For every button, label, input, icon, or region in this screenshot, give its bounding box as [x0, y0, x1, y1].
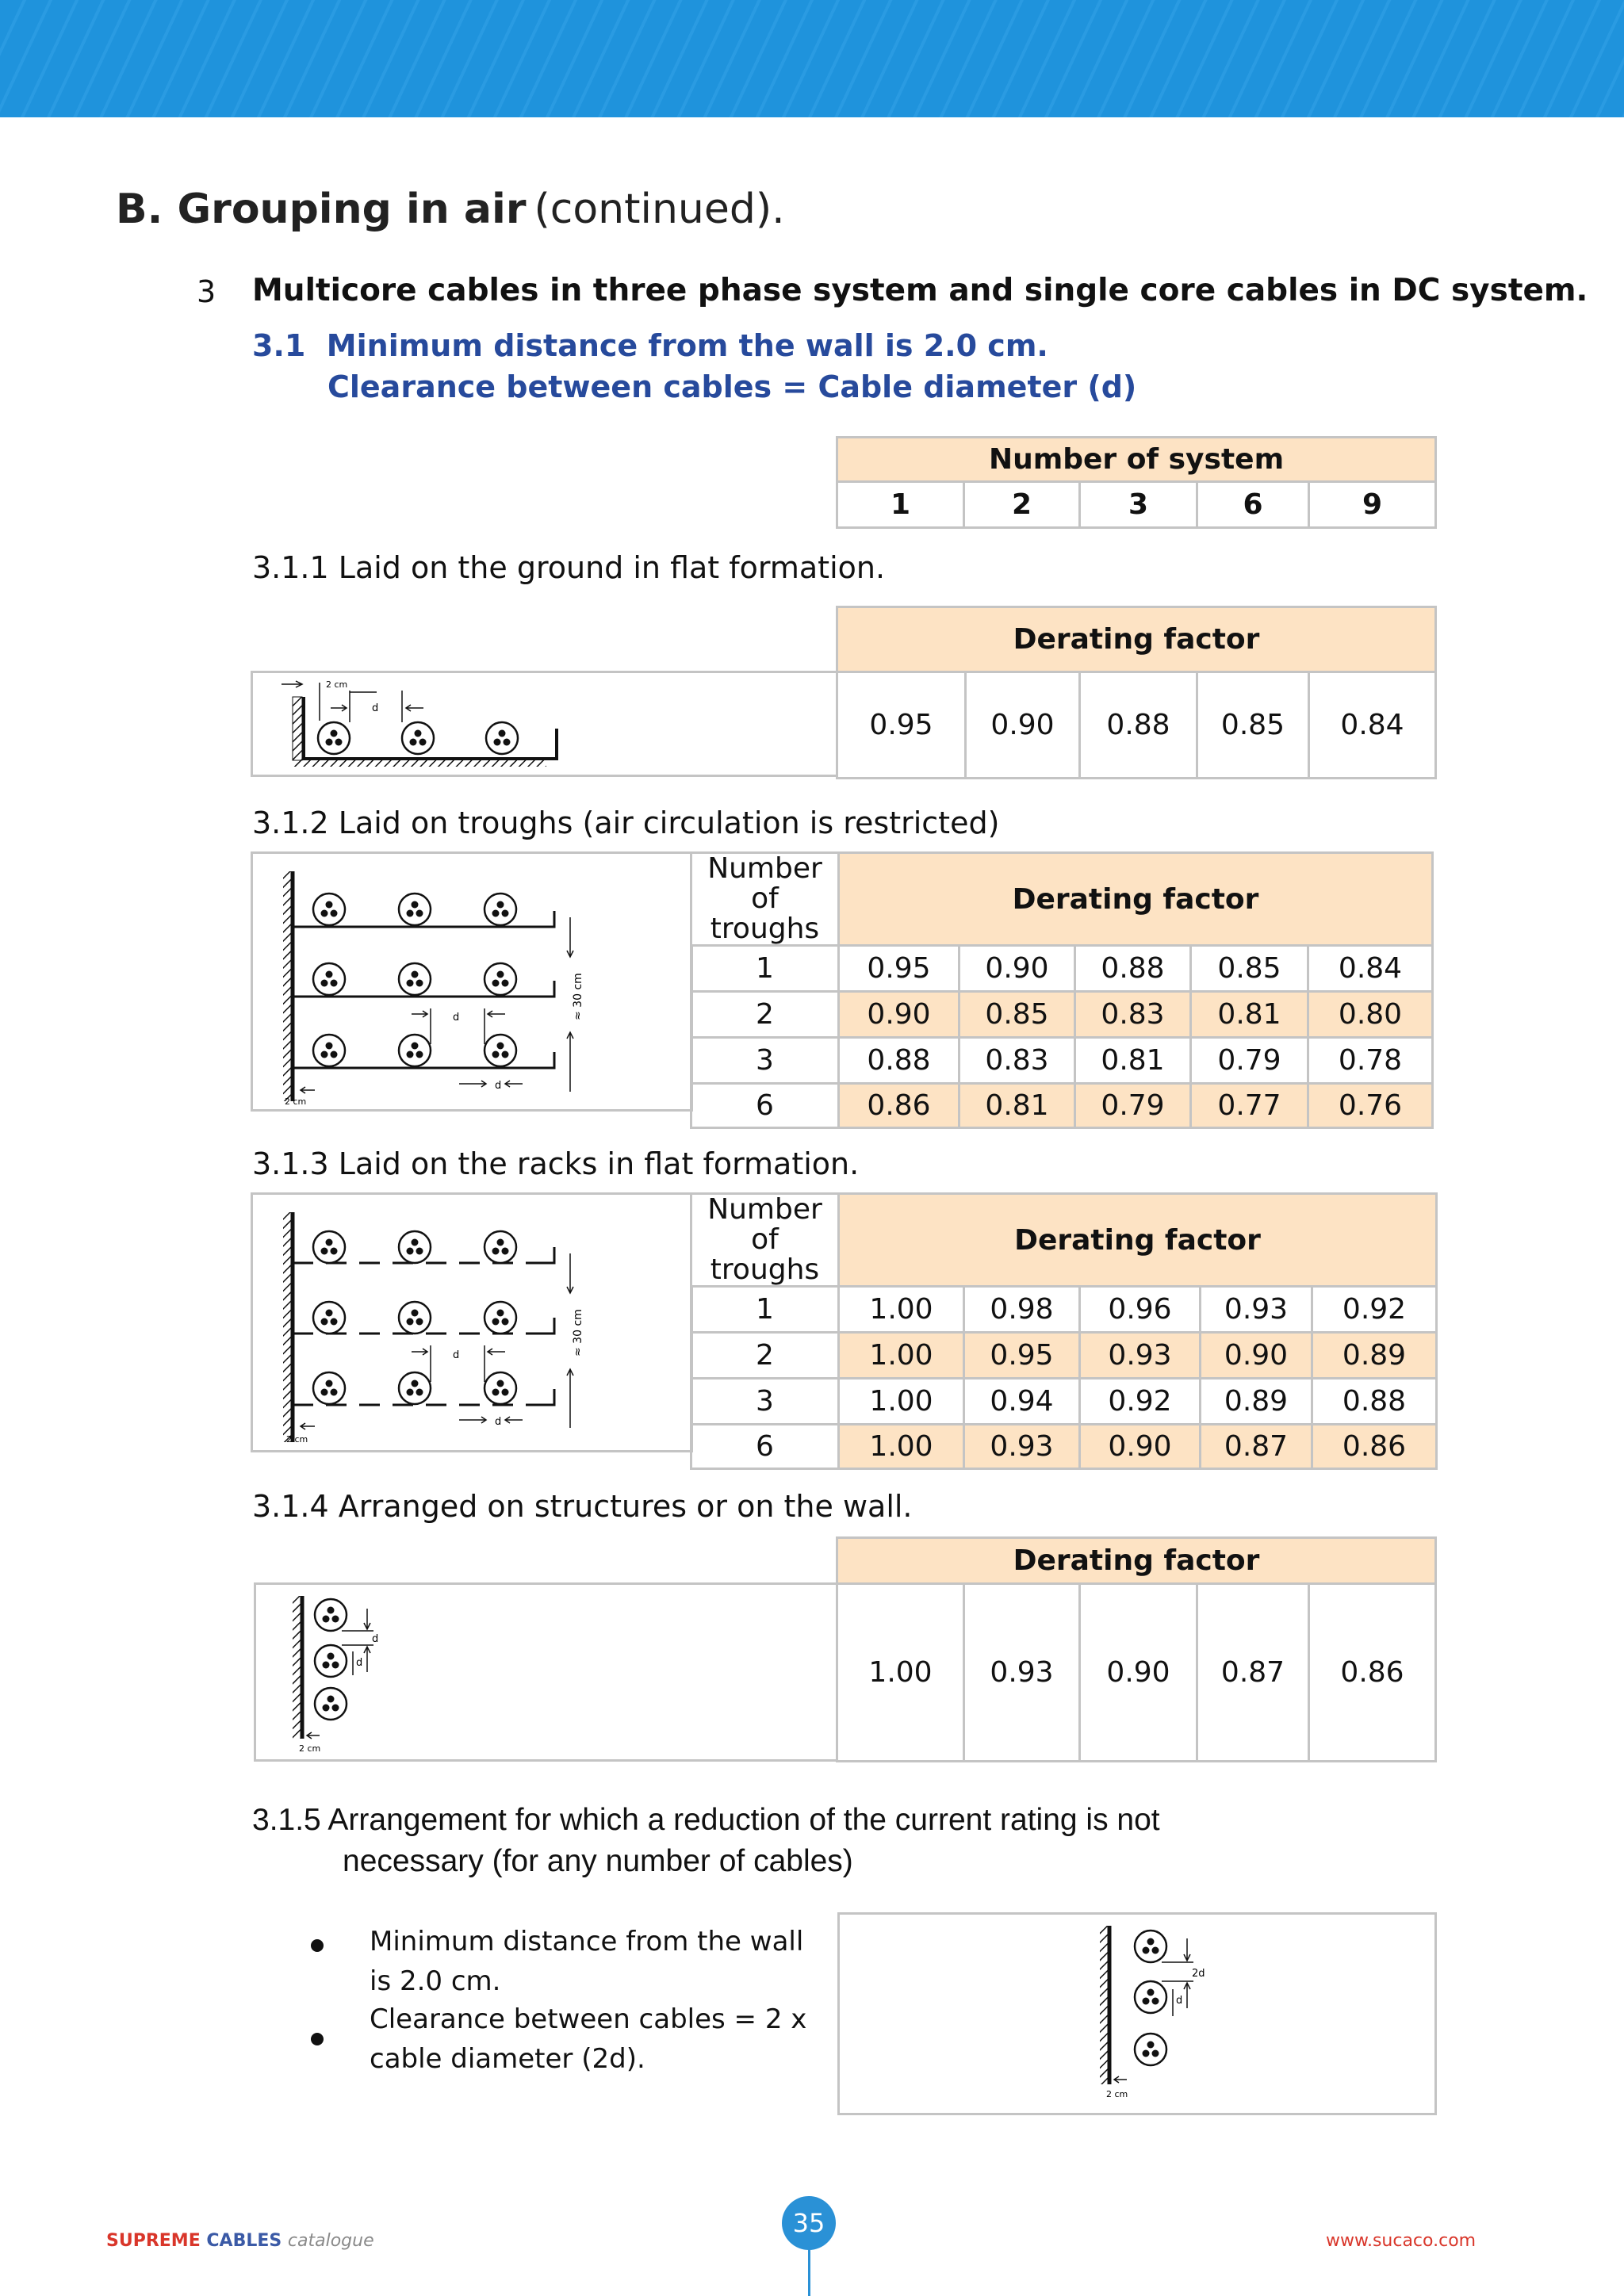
derating-value: 0.76	[1308, 1084, 1433, 1128]
derating-value: 0.78	[1308, 1038, 1433, 1084]
derating-table-3-1-1	[836, 606, 1437, 779]
height-label: ≈ 30 cm	[572, 1309, 584, 1357]
derating-value: 0.81	[1191, 992, 1308, 1038]
troughs-count: 1	[691, 1287, 839, 1333]
system-count: 2	[964, 482, 1080, 528]
d-label: d	[495, 1416, 502, 1428]
derating-value: 0.90	[1080, 1584, 1197, 1762]
derating-value: 0.92	[1312, 1287, 1437, 1333]
subsection-line2: Clearance between cables = Cable diameter (d)	[327, 369, 1137, 404]
troughs-count: 2	[691, 1333, 839, 1379]
section-number: 3	[197, 274, 216, 309]
derating-value: 0.93	[964, 1425, 1080, 1469]
derating-value: 0.87	[1197, 1584, 1309, 1762]
section-3-1-5-title-line2: necessary (for any number of cables)	[343, 1844, 853, 1878]
derating-value: 0.92	[1080, 1379, 1201, 1425]
derating-header: Derating factor	[837, 1538, 1436, 1584]
derating-header: Derating factor	[837, 607, 1436, 672]
derating-value: 0.93	[1201, 1287, 1312, 1333]
systems-table	[836, 436, 1437, 529]
gap-label: 2 cm	[286, 1434, 308, 1445]
derating-header: Derating factor	[839, 1194, 1437, 1287]
troughs-count: 1	[691, 946, 839, 992]
gap-label: 2 cm	[326, 679, 348, 690]
section-3-1-4-title: 3.1.4 Arranged on structures or on the wall.	[252, 1489, 913, 1524]
derating-value: 0.94	[964, 1379, 1080, 1425]
header-banner	[0, 0, 1624, 117]
derating-value: 0.86	[1312, 1425, 1437, 1469]
derating-value: 1.00	[837, 1584, 964, 1762]
d-label: d	[1176, 1995, 1183, 2007]
derating-value: 0.95	[964, 1333, 1080, 1379]
derating-value: 0.89	[1201, 1379, 1312, 1425]
derating-value: 0.93	[1080, 1333, 1201, 1379]
systems-header: Number of system	[837, 438, 1436, 482]
derating-value: 0.88	[1080, 672, 1197, 779]
footer-url[interactable]: www.sucaco.com	[1326, 2231, 1477, 2251]
d-label: d	[372, 702, 379, 714]
troughs-header: Number of troughs	[691, 853, 839, 946]
troughs-count: 3	[691, 1038, 839, 1084]
derating-value: 0.88	[839, 1038, 959, 1084]
bullet-text: Minimum distance from the wall is 2.0 cm.	[370, 1926, 804, 1997]
derating-value: 0.86	[839, 1084, 959, 1128]
figure-ground-flat	[251, 671, 838, 777]
bullet-icon	[311, 1939, 324, 1952]
derating-value: 0.95	[837, 672, 966, 779]
page-number: 35	[782, 2196, 836, 2250]
derating-value: 1.00	[839, 1333, 964, 1379]
derating-value: 0.83	[1075, 992, 1191, 1038]
system-count: 1	[837, 482, 964, 528]
d-label: d	[372, 1633, 379, 1645]
section-3-1-2-title: 3.1.2 Laid on troughs (air circulation is restricted)	[252, 806, 1000, 840]
derating-value: 0.89	[1312, 1333, 1437, 1379]
footer-brand: SUPREME CABLES catalogue	[106, 2231, 374, 2251]
derating-table-3-1-2	[690, 851, 1434, 1129]
derating-value: 0.87	[1201, 1425, 1312, 1469]
bullet-icon	[311, 2033, 324, 2045]
page-title: B. Grouping in air (continued).	[116, 186, 785, 233]
derating-value: 0.95	[839, 946, 959, 992]
height-label: ≈ 30 cm	[572, 973, 584, 1020]
derating-value: 0.79	[1075, 1084, 1191, 1128]
figure-wall-structure	[254, 1582, 838, 1762]
derating-value: 0.96	[1080, 1287, 1201, 1333]
system-count: 9	[1309, 482, 1436, 528]
2d-label: 2d	[1192, 1968, 1205, 1980]
troughs-count: 2	[691, 992, 839, 1038]
derating-value: 0.88	[1312, 1379, 1437, 1425]
page-number-line	[808, 2248, 810, 2296]
derating-value: 0.81	[1075, 1038, 1191, 1084]
derating-value: 0.90	[959, 946, 1075, 992]
derating-value: 0.90	[1080, 1425, 1201, 1469]
derating-value: 1.00	[839, 1379, 964, 1425]
gap-label: 2 cm	[299, 1743, 321, 1754]
derating-value: 0.85	[1197, 672, 1309, 779]
system-count: 3	[1080, 482, 1197, 528]
section-3-1-3-title: 3.1.3 Laid on the racks in flat formation.	[252, 1146, 860, 1181]
section-3-1-5-title-line1: 3.1.5 Arrangement for which a reduction of the current rating is not	[252, 1803, 1160, 1837]
system-count: 6	[1197, 482, 1309, 528]
subsection-line1: 3.1 Minimum distance from the wall is 2.0 cm.	[252, 328, 1048, 363]
derating-value: 0.77	[1191, 1084, 1308, 1128]
derating-value: 0.85	[1191, 946, 1308, 992]
section-3-1-1-title: 3.1.1 Laid on the ground in flat formation.	[252, 550, 886, 585]
derating-value: 0.80	[1308, 992, 1433, 1038]
section-heading: Multicore cables in three phase system and single core cables in DC system.	[252, 273, 1588, 308]
derating-table-3-1-3	[690, 1192, 1438, 1470]
gap-label: 2 cm	[1106, 2089, 1128, 2099]
derating-value: 0.90	[1201, 1333, 1312, 1379]
derating-value: 1.00	[839, 1425, 964, 1469]
derating-value: 0.79	[1191, 1038, 1308, 1084]
d-label: d	[453, 1012, 460, 1024]
d-label: d	[453, 1349, 460, 1361]
troughs-count: 6	[691, 1425, 839, 1469]
derating-value: 0.85	[959, 992, 1075, 1038]
derating-value: 0.90	[966, 672, 1080, 779]
figure-racks	[251, 1192, 693, 1452]
derating-value: 0.98	[964, 1287, 1080, 1333]
derating-value: 0.84	[1309, 672, 1436, 779]
troughs-header: Number of troughs	[691, 1194, 839, 1287]
derating-value: 0.93	[964, 1584, 1080, 1762]
derating-value: 0.86	[1309, 1584, 1436, 1762]
derating-value: 0.88	[1075, 946, 1191, 992]
d-label: d	[495, 1080, 502, 1092]
derating-table-3-1-4	[836, 1536, 1437, 1762]
d-label: d	[356, 1657, 363, 1669]
gap-label: 2 cm	[285, 1096, 307, 1107]
troughs-count: 6	[691, 1084, 839, 1128]
figure-troughs	[251, 851, 693, 1112]
derating-value: 0.90	[839, 992, 959, 1038]
bullet-text: Clearance between cables = 2 x cable diameter (2d).	[370, 2003, 807, 2075]
figure-no-reduction	[837, 1912, 1437, 2115]
troughs-count: 3	[691, 1379, 839, 1425]
derating-value: 1.00	[839, 1287, 964, 1333]
derating-value: 0.83	[959, 1038, 1075, 1084]
derating-value: 0.81	[959, 1084, 1075, 1128]
derating-value: 0.84	[1308, 946, 1433, 992]
derating-header: Derating factor	[839, 853, 1433, 946]
